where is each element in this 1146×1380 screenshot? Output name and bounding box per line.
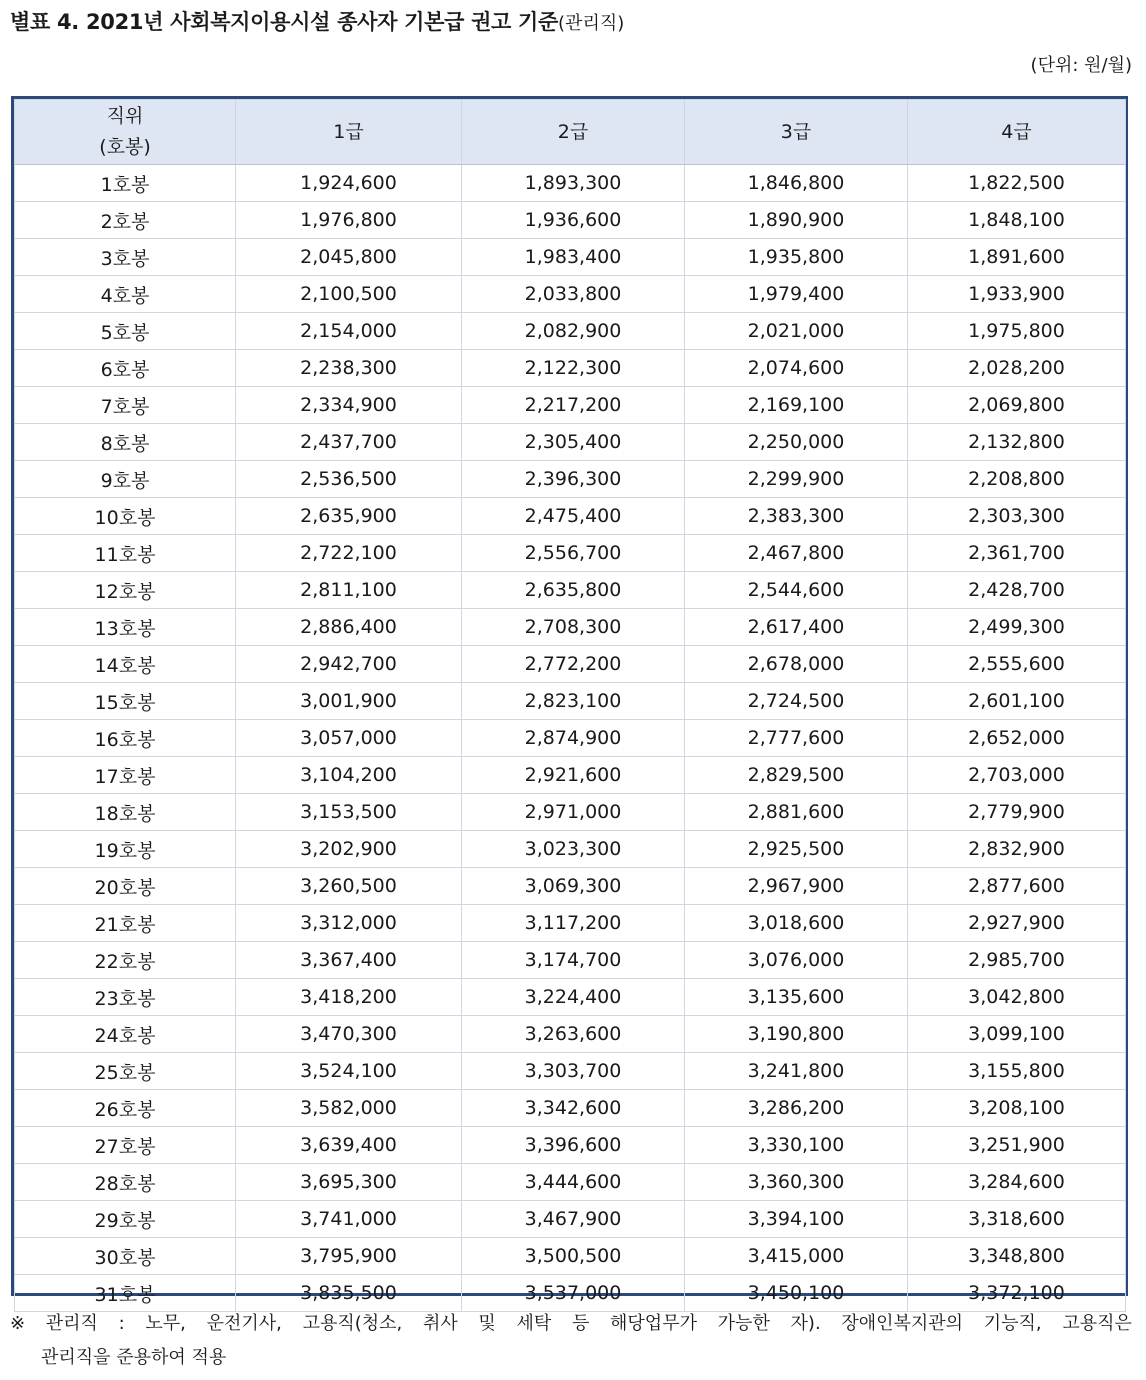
salary-cell: 3,153,500 [236, 794, 462, 831]
salary-cell: 2,555,600 [908, 646, 1126, 683]
salary-cell: 1,933,900 [908, 276, 1126, 313]
salary-cell: 3,415,000 [685, 1238, 908, 1275]
step-cell: 23호봉 [15, 979, 236, 1016]
salary-cell: 2,921,600 [462, 757, 685, 794]
note-word: 가능한 [717, 1313, 770, 1334]
step-cell: 31호봉 [15, 1275, 236, 1312]
salary-cell: 3,835,500 [236, 1275, 462, 1312]
table-row [15, 350, 1126, 387]
table-row [15, 1053, 1126, 1090]
salary-cell: 3,470,300 [236, 1016, 462, 1053]
salary-cell: 3,342,600 [462, 1090, 685, 1127]
salary-cell: 2,811,100 [236, 572, 462, 609]
table-row [15, 1201, 1126, 1238]
salary-cell: 3,312,000 [236, 905, 462, 942]
salary-cell: 3,367,400 [236, 942, 462, 979]
salary-cell: 2,217,200 [462, 387, 685, 424]
salary-cell: 2,132,800 [908, 424, 1126, 461]
salary-cell: 2,881,600 [685, 794, 908, 831]
salary-cell: 3,286,200 [685, 1090, 908, 1127]
step-cell: 19호봉 [15, 831, 236, 868]
header-grade-1: 1급 [236, 100, 462, 165]
salary-cell: 2,724,500 [685, 683, 908, 720]
step-cell: 5호봉 [15, 313, 236, 350]
salary-cell: 3,500,500 [462, 1238, 685, 1275]
salary-cell: 2,069,800 [908, 387, 1126, 424]
salary-cell: 1,890,900 [685, 202, 908, 239]
step-cell: 30호봉 [15, 1238, 236, 1275]
salary-table-frame [11, 96, 1128, 1306]
table-row [15, 609, 1126, 646]
step-cell: 8호봉 [15, 424, 236, 461]
note-word: 운전기사, [206, 1313, 282, 1334]
salary-cell: 2,033,800 [462, 276, 685, 313]
note-word: 노무, [145, 1313, 186, 1334]
table-row [15, 1238, 1126, 1275]
salary-cell: 2,122,300 [462, 350, 685, 387]
title-suffix: (관리직) [558, 13, 625, 34]
table-row [15, 239, 1126, 276]
table-row [15, 1164, 1126, 1201]
salary-cell: 3,639,400 [236, 1127, 462, 1164]
salary-cell: 1,935,800 [685, 239, 908, 276]
salary-cell: 3,208,100 [908, 1090, 1126, 1127]
salary-cell: 2,925,500 [685, 831, 908, 868]
header-position-label: 직위 [106, 105, 144, 127]
step-cell: 7호봉 [15, 387, 236, 424]
salary-cell: 3,174,700 [462, 942, 685, 979]
salary-cell: 3,394,100 [685, 1201, 908, 1238]
salary-cell: 3,135,600 [685, 979, 908, 1016]
step-cell: 2호봉 [15, 202, 236, 239]
table-row [15, 498, 1126, 535]
note-word: 자). [790, 1313, 821, 1334]
step-cell: 24호봉 [15, 1016, 236, 1053]
salary-cell: 1,848,100 [908, 202, 1126, 239]
salary-cell: 2,678,000 [685, 646, 908, 683]
table-row [15, 757, 1126, 794]
salary-cell: 3,372,100 [908, 1275, 1126, 1312]
salary-cell: 2,467,800 [685, 535, 908, 572]
salary-cell: 3,467,900 [462, 1201, 685, 1238]
table-row [15, 942, 1126, 979]
header-grade-4: 4급 [908, 100, 1126, 165]
step-cell: 4호봉 [15, 276, 236, 313]
salary-cell: 1,979,400 [685, 276, 908, 313]
salary-cell: 2,428,700 [908, 572, 1126, 609]
step-cell: 29호봉 [15, 1201, 236, 1238]
table-row [15, 202, 1126, 239]
salary-cell: 2,361,700 [908, 535, 1126, 572]
table-row [15, 1090, 1126, 1127]
table-header [15, 100, 1126, 165]
header-grade-2: 2급 [462, 100, 685, 165]
table-row [15, 646, 1126, 683]
salary-cell: 2,154,000 [236, 313, 462, 350]
step-cell: 13호봉 [15, 609, 236, 646]
salary-cell: 3,695,300 [236, 1164, 462, 1201]
salary-cell: 2,045,800 [236, 239, 462, 276]
salary-cell: 1,975,800 [908, 313, 1126, 350]
note-mark: ※ [10, 1313, 26, 1334]
salary-cell: 3,260,500 [236, 868, 462, 905]
salary-cell: 3,042,800 [908, 979, 1126, 1016]
salary-cell: 2,779,900 [908, 794, 1126, 831]
note-word: : [118, 1313, 125, 1334]
header-position-step [15, 100, 236, 165]
salary-cell: 2,886,400 [236, 609, 462, 646]
salary-cell: 2,021,000 [685, 313, 908, 350]
salary-cell: 3,418,200 [236, 979, 462, 1016]
salary-cell: 3,330,100 [685, 1127, 908, 1164]
step-cell: 6호봉 [15, 350, 236, 387]
note-word: 기능직, [983, 1313, 1042, 1334]
salary-cell: 2,305,400 [462, 424, 685, 461]
salary-cell: 2,536,500 [236, 461, 462, 498]
note-word: 및 [478, 1313, 496, 1334]
step-cell: 21호봉 [15, 905, 236, 942]
salary-cell: 2,100,500 [236, 276, 462, 313]
step-cell: 20호봉 [15, 868, 236, 905]
salary-cell: 2,703,000 [908, 757, 1126, 794]
step-cell: 10호봉 [15, 498, 236, 535]
note-word: 해당업무가 [610, 1313, 697, 1334]
salary-cell: 2,208,800 [908, 461, 1126, 498]
salary-cell: 3,318,600 [908, 1201, 1126, 1238]
salary-cell: 2,942,700 [236, 646, 462, 683]
salary-cell: 3,284,600 [908, 1164, 1126, 1201]
salary-cell: 3,202,900 [236, 831, 462, 868]
salary-cell: 1,983,400 [462, 239, 685, 276]
salary-cell: 3,104,200 [236, 757, 462, 794]
salary-cell: 1,893,300 [462, 165, 685, 202]
salary-cell: 2,238,300 [236, 350, 462, 387]
salary-cell: 2,028,200 [908, 350, 1126, 387]
salary-cell: 2,499,300 [908, 609, 1126, 646]
salary-cell: 2,985,700 [908, 942, 1126, 979]
salary-cell: 2,832,900 [908, 831, 1126, 868]
footnote-line-2: 관리직을 준용하여 적용 [41, 1347, 227, 1368]
header-grade-3: 3급 [685, 100, 908, 165]
salary-cell: 3,582,000 [236, 1090, 462, 1127]
step-cell: 9호봉 [15, 461, 236, 498]
step-cell: 27호봉 [15, 1127, 236, 1164]
salary-cell: 2,635,900 [236, 498, 462, 535]
salary-cell: 2,877,600 [908, 868, 1126, 905]
table-row [15, 905, 1126, 942]
salary-cell: 2,303,300 [908, 498, 1126, 535]
salary-cell: 3,360,300 [685, 1164, 908, 1201]
table-row [15, 1127, 1126, 1164]
salary-cell: 3,241,800 [685, 1053, 908, 1090]
salary-cell: 2,437,700 [236, 424, 462, 461]
salary-cell: 2,396,300 [462, 461, 685, 498]
salary-cell: 3,155,800 [908, 1053, 1126, 1090]
header-row [15, 100, 1126, 165]
step-cell: 17호봉 [15, 757, 236, 794]
title-main: 별표 4. 2021년 사회복지이용시설 종사자 기본급 권고 기준 [10, 10, 559, 34]
step-cell: 28호봉 [15, 1164, 236, 1201]
salary-table [14, 99, 1126, 1312]
table-row [15, 979, 1126, 1016]
salary-cell: 3,099,100 [908, 1016, 1126, 1053]
salary-cell: 2,299,900 [685, 461, 908, 498]
page-title [10, 6, 624, 36]
salary-cell: 2,635,800 [462, 572, 685, 609]
salary-cell: 2,722,100 [236, 535, 462, 572]
note-word: 고용직은 [1062, 1313, 1132, 1334]
table-row [15, 424, 1126, 461]
note-word: 관리직 [45, 1313, 98, 1334]
salary-cell: 3,057,000 [236, 720, 462, 757]
salary-cell: 3,076,000 [685, 942, 908, 979]
step-cell: 15호봉 [15, 683, 236, 720]
step-cell: 25호봉 [15, 1053, 236, 1090]
table-row [15, 683, 1126, 720]
salary-cell: 2,169,100 [685, 387, 908, 424]
table-row [15, 868, 1126, 905]
step-cell: 12호봉 [15, 572, 236, 609]
table-row [15, 1016, 1126, 1053]
table-row [15, 165, 1126, 202]
table-row [15, 1275, 1126, 1312]
footnote-line-1 [10, 1307, 1132, 1341]
salary-cell: 3,023,300 [462, 831, 685, 868]
table-row [15, 720, 1126, 757]
salary-cell: 1,936,600 [462, 202, 685, 239]
salary-cell: 3,001,900 [236, 683, 462, 720]
salary-cell: 2,823,100 [462, 683, 685, 720]
salary-cell: 2,475,400 [462, 498, 685, 535]
salary-cell: 3,444,600 [462, 1164, 685, 1201]
note-word: 등 [571, 1313, 590, 1334]
salary-cell: 3,450,100 [685, 1275, 908, 1312]
salary-cell: 3,069,300 [462, 868, 685, 905]
table-row [15, 461, 1126, 498]
salary-cell: 2,967,900 [685, 868, 908, 905]
salary-cell: 3,524,100 [236, 1053, 462, 1090]
step-cell: 14호봉 [15, 646, 236, 683]
salary-cell: 2,971,000 [462, 794, 685, 831]
salary-cell: 2,556,700 [462, 535, 685, 572]
salary-cell: 2,777,600 [685, 720, 908, 757]
table-row [15, 535, 1126, 572]
table-row [15, 387, 1126, 424]
unit-label: (단위: 원/월) [1030, 55, 1132, 76]
salary-cell: 2,874,900 [462, 720, 685, 757]
salary-cell: 3,537,000 [462, 1275, 685, 1312]
note-word: 취사 [422, 1313, 458, 1334]
salary-cell: 3,795,900 [236, 1238, 462, 1275]
salary-cell: 2,927,900 [908, 905, 1126, 942]
salary-cell: 2,383,300 [685, 498, 908, 535]
salary-cell: 1,846,800 [685, 165, 908, 202]
salary-cell: 2,250,000 [685, 424, 908, 461]
note-word: 세탁 [516, 1313, 552, 1334]
salary-cell: 3,396,600 [462, 1127, 685, 1164]
salary-cell: 3,741,000 [236, 1201, 462, 1238]
note-word: 고용직(청소, [302, 1313, 403, 1334]
salary-cell: 2,601,100 [908, 683, 1126, 720]
salary-cell: 3,251,900 [908, 1127, 1126, 1164]
salary-cell: 2,617,400 [685, 609, 908, 646]
salary-cell: 2,334,900 [236, 387, 462, 424]
table-row [15, 313, 1126, 350]
salary-cell: 3,190,800 [685, 1016, 908, 1053]
salary-cell: 1,976,800 [236, 202, 462, 239]
step-cell: 16호봉 [15, 720, 236, 757]
table-row [15, 831, 1126, 868]
header-step-label: (호봉) [99, 136, 151, 158]
salary-cell: 2,652,000 [908, 720, 1126, 757]
salary-cell: 2,082,900 [462, 313, 685, 350]
table-row [15, 572, 1126, 609]
salary-cell: 2,772,200 [462, 646, 685, 683]
salary-cell: 3,224,400 [462, 979, 685, 1016]
salary-cell: 2,829,500 [685, 757, 908, 794]
table-row [15, 276, 1126, 313]
salary-cell: 3,018,600 [685, 905, 908, 942]
salary-cell: 3,263,600 [462, 1016, 685, 1053]
salary-cell: 3,348,800 [908, 1238, 1126, 1275]
salary-cell: 1,822,500 [908, 165, 1126, 202]
salary-cell: 1,891,600 [908, 239, 1126, 276]
salary-cell: 2,074,600 [685, 350, 908, 387]
footnote [10, 1307, 1132, 1375]
salary-cell: 2,708,300 [462, 609, 685, 646]
step-cell: 18호봉 [15, 794, 236, 831]
step-cell: 1호봉 [15, 165, 236, 202]
step-cell: 11호봉 [15, 535, 236, 572]
salary-cell: 3,303,700 [462, 1053, 685, 1090]
salary-cell: 3,117,200 [462, 905, 685, 942]
step-cell: 3호봉 [15, 239, 236, 276]
salary-cell: 2,544,600 [685, 572, 908, 609]
table-row [15, 794, 1126, 831]
note-word: 장애인복지관의 [841, 1313, 964, 1334]
step-cell: 26호봉 [15, 1090, 236, 1127]
salary-cell: 1,924,600 [236, 165, 462, 202]
table-body [15, 165, 1126, 1312]
step-cell: 22호봉 [15, 942, 236, 979]
